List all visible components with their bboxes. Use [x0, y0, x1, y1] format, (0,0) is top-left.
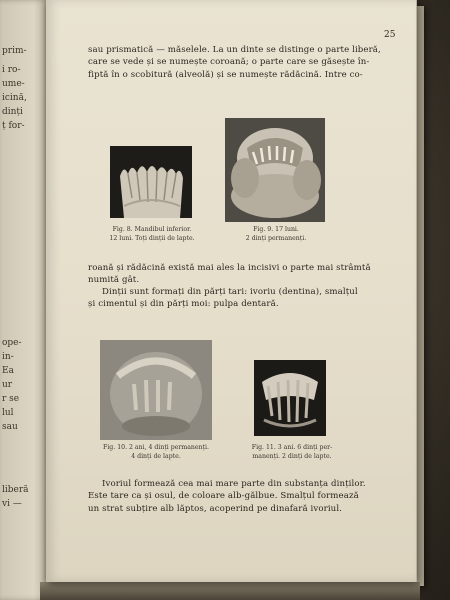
left-page-fragment: sau — [2, 422, 18, 432]
left-page-fragment: ope- — [2, 338, 22, 348]
text-line: fiptă în o scobitură (alveolă) și se numește rădăcină. Intre co- — [88, 69, 363, 80]
left-page-fragment: in- — [2, 352, 14, 362]
left-page-fragment: lul — [2, 408, 14, 418]
book-page — [46, 0, 417, 582]
figure-8-caption-line2: 12 luni. Toți dinții de lapte. — [109, 235, 195, 242]
page-bottom-shadow — [40, 582, 420, 600]
text-line: și cimentul și din părți moi: pulpa dentară. — [88, 299, 279, 310]
figure-9-caption: Fig. 9. 17 luni. — [253, 226, 299, 233]
left-page-fragment: ț for- — [2, 121, 25, 131]
incisors-illustration — [254, 360, 326, 436]
text-line: Ivoriul formează cea mai mare parte din substanța dinților. — [102, 479, 366, 489]
paragraph-neck — [88, 262, 398, 287]
left-page-fragment: icină, — [2, 93, 27, 103]
palate-teeth-illustration — [100, 340, 212, 440]
text-line: care se vede și se numește coroană; o parte care se găsește în- — [88, 57, 370, 68]
figure-9-photo — [225, 118, 325, 222]
text-line: Dinții sunt formați din părți tari: ivoriu (dentina), smalțul — [102, 287, 358, 297]
text-line: Este tare ca și osul, de coloare alb-gălbue. Smalțul formează — [88, 491, 359, 502]
left-page-fragment: prim- — [2, 46, 27, 56]
figure-11-photo — [254, 360, 326, 436]
left-page-fragment: vi — — [2, 499, 22, 509]
figure-9-caption-line2: 2 dinți permanenți. — [245, 235, 307, 242]
left-page-fragment: dinți — [2, 107, 23, 117]
text-line: sau prismatică — măselele. La un dinte se distinge o parte liberă, — [88, 45, 381, 55]
figure-11-caption: Fig. 11. 3 ani. 6 dinți per- — [251, 444, 333, 451]
left-page-fragment: ume- — [2, 79, 25, 89]
paragraph-intro — [88, 44, 398, 81]
text-line: roană și rădăcină există mai ales la incisivi o parte mai strâmtă — [88, 263, 371, 273]
jaw-teeth-illustration — [110, 146, 192, 218]
figure-10-photo — [100, 340, 212, 440]
figure-8-caption: Fig. 8. Mandibul inferior. — [112, 226, 192, 233]
paragraph-ivory — [88, 478, 398, 515]
text-line: numită gât. — [88, 275, 140, 286]
left-page-fragment: ur — [2, 380, 13, 390]
page-number: 25 — [384, 30, 396, 40]
paragraph-structure — [88, 286, 398, 311]
left-page-fragment: liberă — [2, 485, 29, 495]
figure-11-caption-line2: manenți. 2 dinți de lapte. — [252, 453, 332, 460]
left-facing-page — [0, 0, 48, 600]
figure-10-caption: Fig. 10. 2 ani, 4 dinți permanenți. — [103, 444, 209, 451]
left-page-fragment: r se — [2, 394, 20, 404]
figure-10-caption-line2: 4 dinți de lapte. — [131, 453, 181, 460]
left-page-fragment: i ro- — [2, 65, 21, 75]
left-page-fragment: Ea — [2, 366, 14, 376]
figure-8-photo — [110, 146, 192, 218]
text-line: un strat subțire alb lăptos, acoperind pe dinafară ivoriul. — [88, 503, 342, 514]
hands-holding-jaw-illustration — [225, 118, 325, 222]
